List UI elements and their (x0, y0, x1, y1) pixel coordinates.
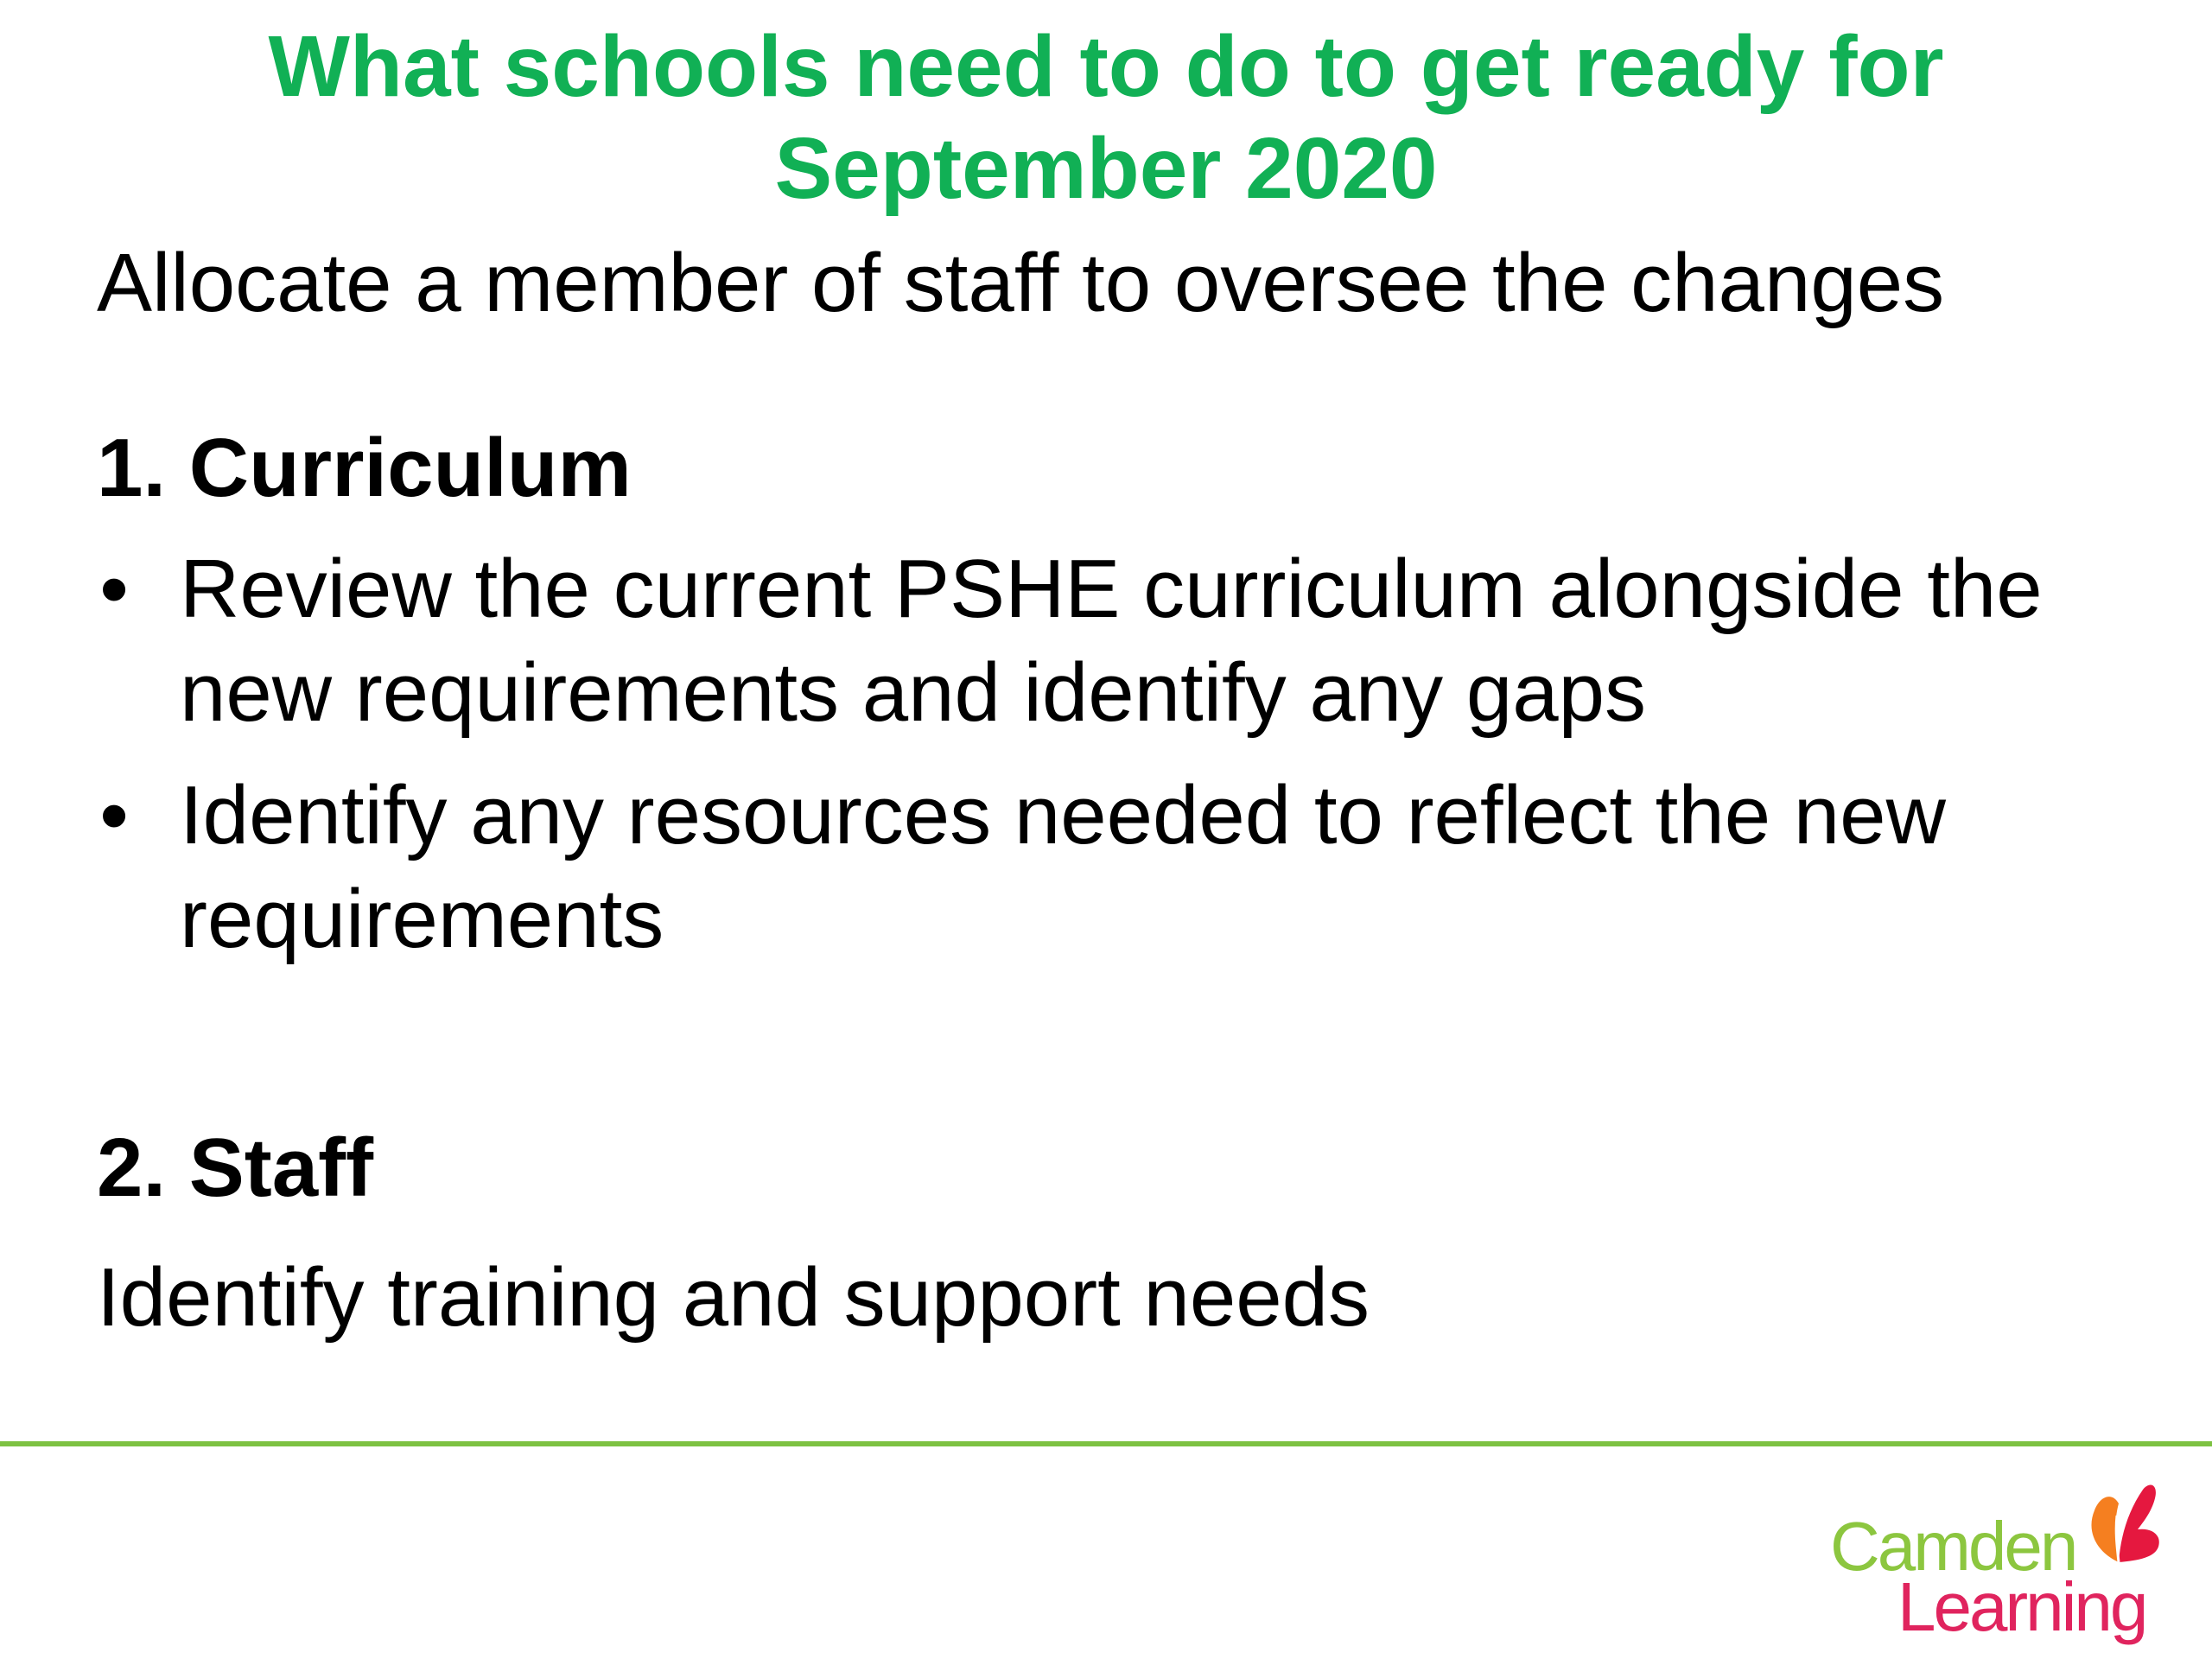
bullet-text: Review the current PSHE curriculum alongside the new requirements and identify any gaps (180, 543, 2043, 739)
logo-text-learning: Learning (1897, 1568, 2146, 1645)
bullet-text: Identify any resources needed to reflect the new requirements (180, 769, 1946, 965)
footer-divider (0, 1441, 2212, 1446)
intro-text: Allocate a member of staff to oversee the changes (97, 237, 1945, 329)
slide-title-line-1: What schools need to do to get ready for (268, 18, 1944, 115)
list-item (97, 537, 2153, 745)
curriculum-bullet-list (97, 537, 2153, 990)
list-item (97, 764, 2153, 971)
slide-title-line-2: September 2020 (774, 120, 1438, 217)
section-heading-staff: 2. Staff (97, 1122, 374, 1214)
section-heading-curriculum: 1. Curriculum (97, 422, 632, 514)
butterfly-icon (2079, 1478, 2165, 1573)
bullet-marker: • (99, 543, 129, 635)
logo-text-camden: Camden (1830, 1508, 2076, 1585)
camden-learning-logo (1830, 1478, 2158, 1645)
bullet-marker: • (99, 769, 129, 861)
staff-text: Identify training and support needs (97, 1251, 1370, 1344)
slide-title (0, 16, 2212, 219)
